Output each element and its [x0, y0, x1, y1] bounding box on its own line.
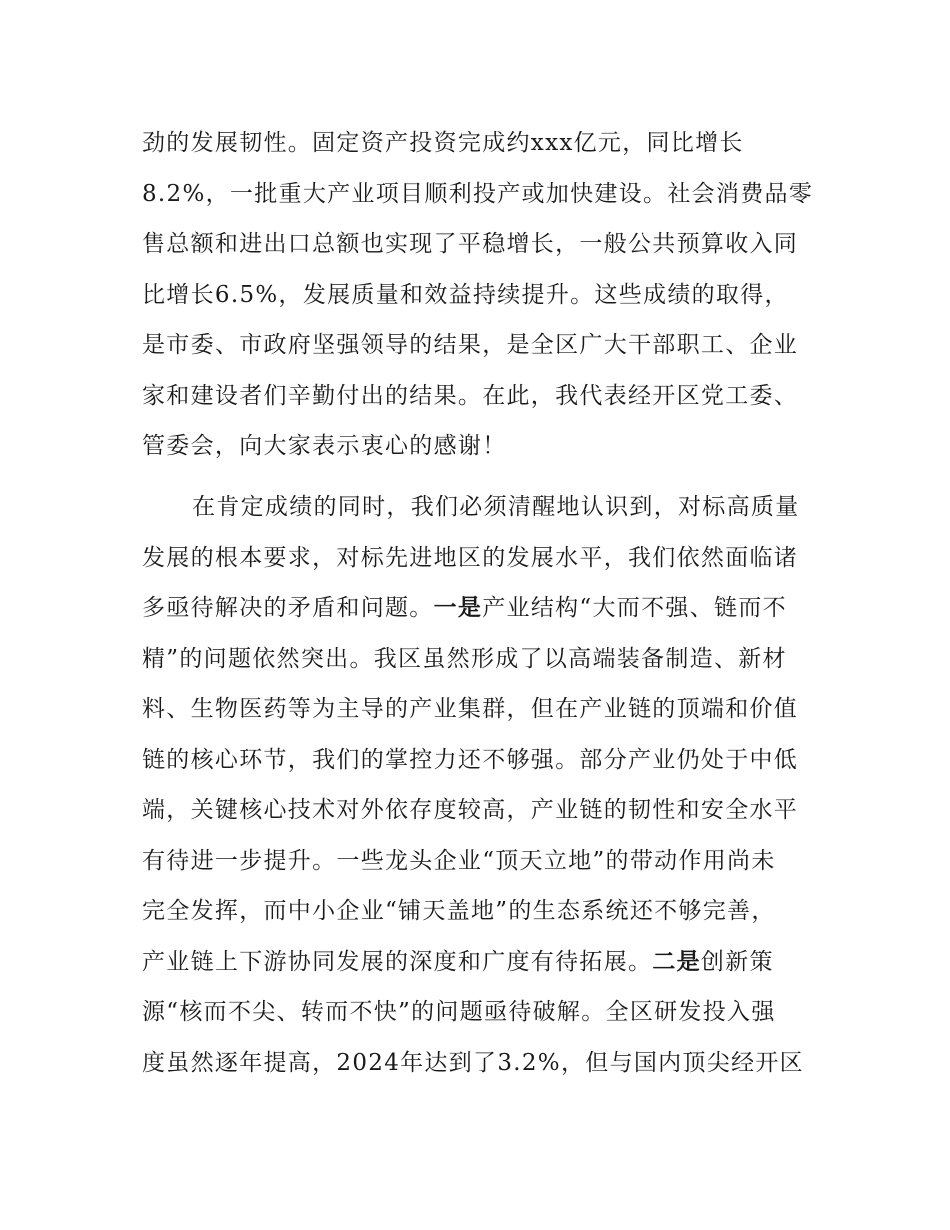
text-line: 度虽然逐年提高，2024年达到了3.2%，但与国内顶尖经开区	[142, 1050, 804, 1076]
text-line	[142, 942, 774, 982]
text-line: 精”的问题依然突出。我区虽然形成了以高端装备制造、新材	[142, 646, 787, 672]
text-line: 管委会，向大家表示衷心的感谢！	[142, 433, 507, 459]
text-line: 8.2%，一批重大产业项目顺利投产或加快建设。社会消费品零	[142, 181, 814, 207]
text-line: 有待进一步提升。一些龙头企业“顶天立地”的带动作用尚未	[142, 848, 776, 874]
text-line: 比增长6.5%，发展质量和效益持续提升。这些成绩的取得，	[142, 282, 789, 308]
text-line: 售总额和进出口总额也实现了平稳增长，一般公共预算收入同	[142, 231, 799, 257]
text-line: 完全发挥，而中小企业“铺天盖地”的生态系统还不够完善，	[142, 898, 776, 924]
bold-marker-first: 一是	[433, 595, 483, 621]
text-line: 劲的发展韧性。固定资产投资完成约xxx亿元，同比增长	[142, 130, 744, 156]
text-line: 端，关键核心技术对外依存度较高，产业链的韧性和安全水平	[142, 797, 799, 823]
text-line: 链的核心环节，我们的掌控力还不够强。部分产业仍处于中低	[142, 747, 799, 773]
text-line: 家和建设者们辛勤付出的结果。在此，我代表经开区党工委、	[142, 383, 799, 409]
text-line: 料、生物医药等为主导的产业集群，但在产业链的顶端和价值	[142, 696, 799, 722]
text-line: 在肯定成绩的同时，我们必须清醒地认识到，对标高质量	[192, 494, 800, 520]
text-line	[142, 588, 787, 628]
text-segment: 产业链上下游协同发展的深度和广度有待拓展。	[142, 949, 653, 975]
text-line: 是市委、市政府坚强领导的结果，是全区广大干部职工、企业	[142, 332, 799, 358]
text-segment: 产业结构“大而不强、链而不	[482, 595, 787, 621]
text-line: 源“核而不尖、转而不快”的问题亟待破解。全区研发投入强	[142, 999, 776, 1025]
bold-marker-second: 二是	[652, 949, 701, 975]
text-segment: 创新策	[700, 949, 774, 975]
text-segment: 多亟待解决的矛盾和问题。	[142, 595, 434, 621]
text-line: 发展的根本要求，对标先进地区的发展水平，我们依然面临诸	[142, 545, 799, 571]
